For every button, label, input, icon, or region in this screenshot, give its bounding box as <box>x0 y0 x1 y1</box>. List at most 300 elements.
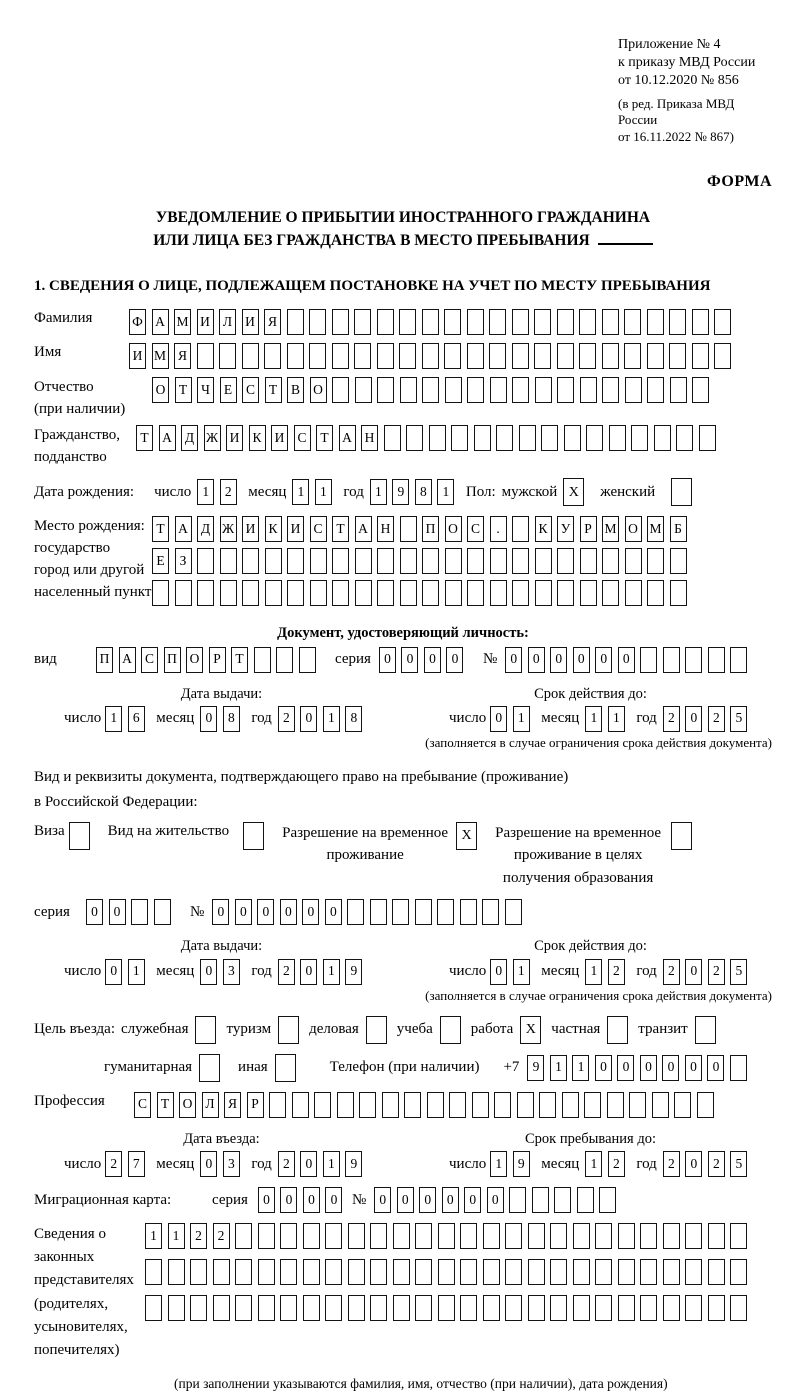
char-cell[interactable]: 0 <box>490 706 507 732</box>
char-cell[interactable] <box>631 425 648 451</box>
char-cell[interactable] <box>310 548 327 574</box>
char-cell[interactable]: О <box>152 377 169 403</box>
char-cell[interactable]: Е <box>152 548 169 574</box>
char-cell[interactable] <box>708 1259 725 1285</box>
char-cell[interactable] <box>494 1092 511 1118</box>
char-cell[interactable]: С <box>242 377 259 403</box>
char-cell[interactable] <box>640 1295 657 1321</box>
char-cell[interactable] <box>377 580 394 606</box>
checkbox-cell[interactable] <box>275 1054 296 1082</box>
char-cell[interactable] <box>602 377 619 403</box>
char-cell[interactable]: 2 <box>663 706 680 732</box>
char-cell[interactable] <box>287 343 304 369</box>
char-cell[interactable] <box>472 1092 489 1118</box>
char-cell[interactable]: 1 <box>292 479 309 505</box>
char-cell[interactable] <box>254 647 271 673</box>
char-cell[interactable]: М <box>152 343 169 369</box>
char-cell[interactable] <box>618 1295 635 1321</box>
char-cell[interactable] <box>220 548 237 574</box>
char-cell[interactable]: 2 <box>278 706 295 732</box>
char-cell[interactable]: 8 <box>345 706 362 732</box>
char-cell[interactable] <box>264 343 281 369</box>
char-cell[interactable]: О <box>445 516 462 542</box>
char-cell[interactable] <box>512 580 529 606</box>
char-cell[interactable]: 2 <box>220 479 237 505</box>
char-cell[interactable]: 1 <box>197 479 214 505</box>
char-cell[interactable] <box>602 309 619 335</box>
char-cell[interactable] <box>489 309 506 335</box>
char-cell[interactable]: С <box>467 516 484 542</box>
char-cell[interactable]: 0 <box>200 706 217 732</box>
char-cell[interactable] <box>714 309 731 335</box>
char-cell[interactable] <box>692 377 709 403</box>
checkbox-cell[interactable] <box>69 822 90 850</box>
char-cell[interactable] <box>445 377 462 403</box>
char-cell[interactable]: Д <box>181 425 198 451</box>
char-cell[interactable] <box>602 580 619 606</box>
char-cell[interactable] <box>541 425 558 451</box>
char-cell[interactable] <box>528 1259 545 1285</box>
char-cell[interactable]: 0 <box>446 647 463 673</box>
char-cell[interactable]: 0 <box>707 1055 724 1081</box>
char-cell[interactable] <box>332 343 349 369</box>
char-cell[interactable]: 0 <box>300 706 317 732</box>
char-cell[interactable]: И <box>287 516 304 542</box>
char-cell[interactable] <box>595 1259 612 1285</box>
char-cell[interactable] <box>444 343 461 369</box>
char-cell[interactable] <box>393 1259 410 1285</box>
char-cell[interactable] <box>714 343 731 369</box>
checkbox-cell[interactable] <box>671 478 692 506</box>
char-cell[interactable]: 1 <box>490 1151 507 1177</box>
char-cell[interactable]: 0 <box>397 1187 414 1213</box>
char-cell[interactable] <box>708 1295 725 1321</box>
char-cell[interactable] <box>685 647 702 673</box>
char-cell[interactable]: 5 <box>730 959 747 985</box>
char-cell[interactable] <box>332 548 349 574</box>
char-cell[interactable]: 0 <box>617 1055 634 1081</box>
char-cell[interactable]: С <box>141 647 158 673</box>
char-cell[interactable]: Ч <box>197 377 214 403</box>
char-cell[interactable]: 0 <box>280 1187 297 1213</box>
char-cell[interactable] <box>584 1092 601 1118</box>
char-cell[interactable] <box>669 343 686 369</box>
char-cell[interactable] <box>444 309 461 335</box>
char-cell[interactable] <box>422 343 439 369</box>
char-cell[interactable] <box>573 1259 590 1285</box>
checkbox-cell[interactable] <box>195 1016 216 1044</box>
char-cell[interactable] <box>573 1295 590 1321</box>
char-cell[interactable] <box>640 1259 657 1285</box>
char-cell[interactable]: Л <box>202 1092 219 1118</box>
char-cell[interactable] <box>730 647 747 673</box>
char-cell[interactable] <box>512 548 529 574</box>
char-cell[interactable] <box>534 343 551 369</box>
char-cell[interactable] <box>197 548 214 574</box>
char-cell[interactable]: Я <box>264 309 281 335</box>
char-cell[interactable]: 5 <box>730 706 747 732</box>
char-cell[interactable]: 1 <box>585 1151 602 1177</box>
char-cell[interactable] <box>348 1295 365 1321</box>
char-cell[interactable]: Т <box>175 377 192 403</box>
char-cell[interactable]: 3 <box>223 1151 240 1177</box>
char-cell[interactable]: 2 <box>708 706 725 732</box>
char-cell[interactable] <box>730 1055 747 1081</box>
char-cell[interactable] <box>370 899 387 925</box>
char-cell[interactable] <box>415 1259 432 1285</box>
char-cell[interactable] <box>535 580 552 606</box>
char-cell[interactable] <box>265 548 282 574</box>
char-cell[interactable] <box>415 1295 432 1321</box>
char-cell[interactable] <box>629 1092 646 1118</box>
char-cell[interactable] <box>303 1223 320 1249</box>
char-cell[interactable] <box>474 425 491 451</box>
char-cell[interactable]: М <box>647 516 664 542</box>
char-cell[interactable] <box>265 580 282 606</box>
char-cell[interactable] <box>674 1092 691 1118</box>
char-cell[interactable]: 0 <box>685 1055 702 1081</box>
char-cell[interactable]: 2 <box>663 1151 680 1177</box>
char-cell[interactable]: А <box>159 425 176 451</box>
char-cell[interactable]: 0 <box>550 647 567 673</box>
char-cell[interactable] <box>708 1223 725 1249</box>
char-cell[interactable] <box>528 1223 545 1249</box>
char-cell[interactable]: 0 <box>640 1055 657 1081</box>
char-cell[interactable]: 0 <box>442 1187 459 1213</box>
char-cell[interactable]: Т <box>157 1092 174 1118</box>
char-cell[interactable] <box>550 1223 567 1249</box>
char-cell[interactable] <box>663 1223 680 1249</box>
char-cell[interactable] <box>325 1259 342 1285</box>
char-cell[interactable]: 1 <box>323 706 340 732</box>
char-cell[interactable] <box>145 1295 162 1321</box>
char-cell[interactable] <box>670 548 687 574</box>
char-cell[interactable]: 2 <box>608 1151 625 1177</box>
char-cell[interactable] <box>625 580 642 606</box>
char-cell[interactable] <box>400 548 417 574</box>
char-cell[interactable]: 1 <box>585 706 602 732</box>
char-cell[interactable] <box>512 343 529 369</box>
char-cell[interactable] <box>309 309 326 335</box>
char-cell[interactable] <box>654 425 671 451</box>
char-cell[interactable] <box>564 425 581 451</box>
char-cell[interactable]: 0 <box>685 706 702 732</box>
char-cell[interactable] <box>490 580 507 606</box>
char-cell[interactable] <box>152 580 169 606</box>
char-cell[interactable] <box>303 1259 320 1285</box>
char-cell[interactable]: А <box>175 516 192 542</box>
char-cell[interactable] <box>359 1092 376 1118</box>
char-cell[interactable]: 1 <box>145 1223 162 1249</box>
char-cell[interactable] <box>467 548 484 574</box>
char-cell[interactable]: 1 <box>608 706 625 732</box>
char-cell[interactable] <box>355 548 372 574</box>
char-cell[interactable] <box>730 1295 747 1321</box>
char-cell[interactable] <box>528 1295 545 1321</box>
char-cell[interactable] <box>299 647 316 673</box>
char-cell[interactable] <box>618 1223 635 1249</box>
char-cell[interactable]: 0 <box>618 647 635 673</box>
char-cell[interactable] <box>640 647 657 673</box>
char-cell[interactable]: 1 <box>323 959 340 985</box>
char-cell[interactable] <box>332 377 349 403</box>
char-cell[interactable] <box>647 309 664 335</box>
char-cell[interactable] <box>276 647 293 673</box>
checkbox-cell[interactable]: X <box>563 478 584 506</box>
char-cell[interactable] <box>145 1259 162 1285</box>
char-cell[interactable] <box>557 309 574 335</box>
char-cell[interactable]: А <box>119 647 136 673</box>
char-cell[interactable]: 0 <box>685 959 702 985</box>
char-cell[interactable]: З <box>175 548 192 574</box>
char-cell[interactable] <box>580 580 597 606</box>
char-cell[interactable]: М <box>174 309 191 335</box>
char-cell[interactable]: 0 <box>595 1055 612 1081</box>
char-cell[interactable]: 0 <box>303 1187 320 1213</box>
char-cell[interactable]: 2 <box>190 1223 207 1249</box>
char-cell[interactable] <box>354 343 371 369</box>
char-cell[interactable] <box>467 580 484 606</box>
char-cell[interactable] <box>213 1259 230 1285</box>
char-cell[interactable]: 0 <box>490 959 507 985</box>
char-cell[interactable]: 1 <box>437 479 454 505</box>
char-cell[interactable] <box>235 1295 252 1321</box>
char-cell[interactable] <box>400 580 417 606</box>
char-cell[interactable] <box>579 309 596 335</box>
char-cell[interactable] <box>647 580 664 606</box>
char-cell[interactable]: 6 <box>128 706 145 732</box>
char-cell[interactable]: Ж <box>204 425 221 451</box>
char-cell[interactable]: 1 <box>572 1055 589 1081</box>
char-cell[interactable] <box>348 1223 365 1249</box>
char-cell[interactable] <box>325 1223 342 1249</box>
char-cell[interactable] <box>512 309 529 335</box>
char-cell[interactable]: Т <box>265 377 282 403</box>
char-cell[interactable] <box>483 1259 500 1285</box>
char-cell[interactable]: О <box>186 647 203 673</box>
char-cell[interactable]: 8 <box>223 706 240 732</box>
char-cell[interactable] <box>422 309 439 335</box>
char-cell[interactable] <box>517 1092 534 1118</box>
char-cell[interactable] <box>269 1092 286 1118</box>
char-cell[interactable]: 0 <box>662 1055 679 1081</box>
char-cell[interactable] <box>377 343 394 369</box>
char-cell[interactable]: А <box>355 516 372 542</box>
char-cell[interactable] <box>640 1223 657 1249</box>
char-cell[interactable] <box>393 1223 410 1249</box>
char-cell[interactable] <box>557 580 574 606</box>
char-cell[interactable]: 1 <box>105 706 122 732</box>
char-cell[interactable]: Я <box>224 1092 241 1118</box>
char-cell[interactable] <box>400 377 417 403</box>
char-cell[interactable]: Т <box>136 425 153 451</box>
char-cell[interactable] <box>624 309 641 335</box>
char-cell[interactable] <box>647 377 664 403</box>
char-cell[interactable] <box>332 309 349 335</box>
char-cell[interactable]: Ф <box>129 309 146 335</box>
char-cell[interactable] <box>175 580 192 606</box>
char-cell[interactable] <box>460 1295 477 1321</box>
char-cell[interactable] <box>534 309 551 335</box>
char-cell[interactable] <box>242 580 259 606</box>
char-cell[interactable] <box>219 343 236 369</box>
char-cell[interactable] <box>438 1223 455 1249</box>
char-cell[interactable] <box>370 1259 387 1285</box>
char-cell[interactable] <box>730 1259 747 1285</box>
char-cell[interactable] <box>235 1259 252 1285</box>
char-cell[interactable]: И <box>242 516 259 542</box>
char-cell[interactable] <box>618 1259 635 1285</box>
char-cell[interactable]: 0 <box>464 1187 481 1213</box>
char-cell[interactable] <box>382 1092 399 1118</box>
char-cell[interactable] <box>438 1295 455 1321</box>
char-cell[interactable]: 0 <box>401 647 418 673</box>
char-cell[interactable]: Я <box>174 343 191 369</box>
char-cell[interactable] <box>445 548 462 574</box>
char-cell[interactable] <box>406 425 423 451</box>
checkbox-cell[interactable]: X <box>456 822 477 850</box>
char-cell[interactable]: 0 <box>505 647 522 673</box>
char-cell[interactable] <box>400 516 417 542</box>
char-cell[interactable]: 0 <box>300 959 317 985</box>
char-cell[interactable] <box>131 899 148 925</box>
char-cell[interactable]: 0 <box>528 647 545 673</box>
char-cell[interactable] <box>599 1187 616 1213</box>
char-cell[interactable]: Т <box>332 516 349 542</box>
checkbox-cell[interactable] <box>366 1016 387 1044</box>
char-cell[interactable] <box>242 548 259 574</box>
char-cell[interactable] <box>280 1223 297 1249</box>
char-cell[interactable] <box>505 899 522 925</box>
char-cell[interactable] <box>539 1092 556 1118</box>
char-cell[interactable] <box>213 1295 230 1321</box>
char-cell[interactable] <box>624 343 641 369</box>
char-cell[interactable] <box>393 1295 410 1321</box>
char-cell[interactable] <box>586 425 603 451</box>
char-cell[interactable] <box>562 1092 579 1118</box>
char-cell[interactable]: В <box>287 377 304 403</box>
char-cell[interactable] <box>437 899 454 925</box>
char-cell[interactable] <box>451 425 468 451</box>
char-cell[interactable] <box>550 1259 567 1285</box>
char-cell[interactable] <box>482 899 499 925</box>
char-cell[interactable] <box>602 343 619 369</box>
char-cell[interactable] <box>460 1223 477 1249</box>
char-cell[interactable] <box>347 899 364 925</box>
char-cell[interactable]: Т <box>316 425 333 451</box>
char-cell[interactable] <box>609 425 626 451</box>
char-cell[interactable] <box>512 516 529 542</box>
char-cell[interactable] <box>438 1259 455 1285</box>
char-cell[interactable] <box>370 1295 387 1321</box>
char-cell[interactable] <box>422 580 439 606</box>
checkbox-cell[interactable] <box>671 822 692 850</box>
char-cell[interactable]: О <box>625 516 642 542</box>
char-cell[interactable]: И <box>197 309 214 335</box>
char-cell[interactable] <box>190 1259 207 1285</box>
char-cell[interactable]: 0 <box>235 899 252 925</box>
checkbox-cell[interactable] <box>607 1016 628 1044</box>
char-cell[interactable] <box>532 1187 549 1213</box>
char-cell[interactable]: 0 <box>685 1151 702 1177</box>
char-cell[interactable] <box>427 1092 444 1118</box>
char-cell[interactable]: Р <box>209 647 226 673</box>
char-cell[interactable]: Е <box>220 377 237 403</box>
char-cell[interactable]: Б <box>670 516 687 542</box>
char-cell[interactable] <box>303 1295 320 1321</box>
char-cell[interactable]: С <box>310 516 327 542</box>
char-cell[interactable] <box>429 425 446 451</box>
char-cell[interactable]: 0 <box>200 959 217 985</box>
char-cell[interactable]: У <box>557 516 574 542</box>
char-cell[interactable]: Т <box>152 516 169 542</box>
char-cell[interactable]: 0 <box>257 899 274 925</box>
char-cell[interactable] <box>280 1259 297 1285</box>
char-cell[interactable] <box>483 1295 500 1321</box>
char-cell[interactable] <box>449 1092 466 1118</box>
char-cell[interactable] <box>519 425 536 451</box>
char-cell[interactable]: 9 <box>392 479 409 505</box>
char-cell[interactable] <box>415 1223 432 1249</box>
char-cell[interactable] <box>377 548 394 574</box>
char-cell[interactable] <box>445 580 462 606</box>
char-cell[interactable] <box>730 1223 747 1249</box>
char-cell[interactable]: 5 <box>730 1151 747 1177</box>
char-cell[interactable] <box>348 1259 365 1285</box>
char-cell[interactable] <box>332 580 349 606</box>
char-cell[interactable]: И <box>242 309 259 335</box>
char-cell[interactable]: 3 <box>223 959 240 985</box>
char-cell[interactable]: Т <box>231 647 248 673</box>
char-cell[interactable] <box>647 343 664 369</box>
char-cell[interactable]: 0 <box>109 899 126 925</box>
char-cell[interactable] <box>258 1259 275 1285</box>
char-cell[interactable]: 0 <box>280 899 297 925</box>
char-cell[interactable]: 9 <box>527 1055 544 1081</box>
char-cell[interactable]: Ж <box>220 516 237 542</box>
char-cell[interactable] <box>699 425 716 451</box>
char-cell[interactable] <box>489 343 506 369</box>
char-cell[interactable] <box>422 548 439 574</box>
char-cell[interactable]: 1 <box>513 706 530 732</box>
char-cell[interactable]: Р <box>247 1092 264 1118</box>
checkbox-cell[interactable] <box>243 822 264 850</box>
char-cell[interactable] <box>460 899 477 925</box>
char-cell[interactable]: 1 <box>513 959 530 985</box>
char-cell[interactable] <box>509 1187 526 1213</box>
char-cell[interactable]: 0 <box>302 899 319 925</box>
char-cell[interactable]: 0 <box>212 899 229 925</box>
char-cell[interactable]: М <box>602 516 619 542</box>
char-cell[interactable] <box>168 1295 185 1321</box>
char-cell[interactable] <box>190 1295 207 1321</box>
char-cell[interactable] <box>399 309 416 335</box>
char-cell[interactable] <box>557 377 574 403</box>
char-cell[interactable]: С <box>134 1092 151 1118</box>
char-cell[interactable]: 2 <box>278 959 295 985</box>
char-cell[interactable] <box>505 1259 522 1285</box>
char-cell[interactable]: А <box>339 425 356 451</box>
char-cell[interactable] <box>220 580 237 606</box>
char-cell[interactable]: 1 <box>128 959 145 985</box>
char-cell[interactable] <box>535 548 552 574</box>
char-cell[interactable] <box>242 343 259 369</box>
char-cell[interactable] <box>287 580 304 606</box>
char-cell[interactable]: А <box>152 309 169 335</box>
char-cell[interactable]: 1 <box>585 959 602 985</box>
char-cell[interactable] <box>676 425 693 451</box>
char-cell[interactable] <box>235 1223 252 1249</box>
